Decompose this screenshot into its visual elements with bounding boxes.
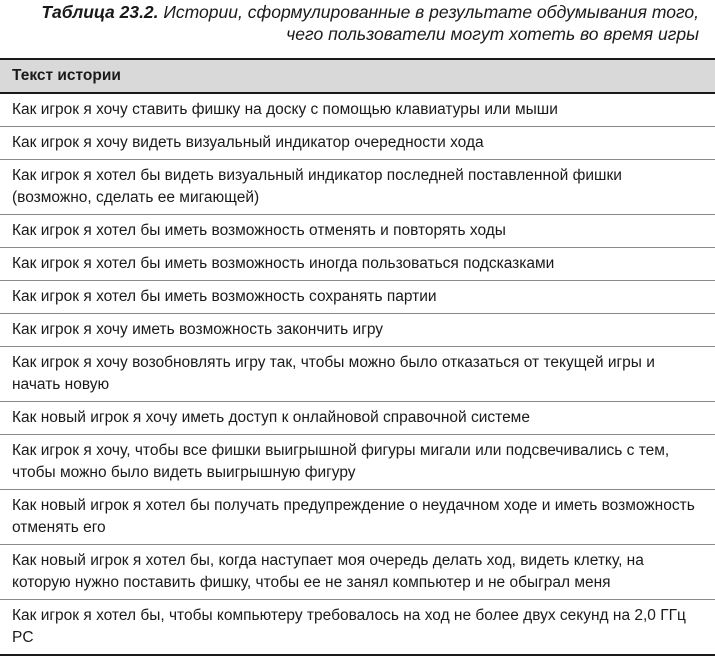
story-text-cell: Как игрок я хочу видеть визуальный индикатор очередности хода [0, 127, 715, 160]
table-row [0, 435, 715, 490]
story-text-cell: Как игрок я хотел бы видеть визуальный индикатор последней поставленной фишки (возможно, сделать ее мигающей) [0, 160, 715, 215]
table-row [0, 93, 715, 127]
table-body [0, 93, 715, 655]
table-row [0, 127, 715, 160]
story-text-cell: Как новый игрок я хочу иметь доступ к онлайновой справочной системе [0, 402, 715, 435]
story-text-cell: Как игрок я хочу возобновлять игру так, чтобы можно было отказаться от текущей игры и начать новую [0, 347, 715, 402]
table-caption [0, 0, 715, 45]
table-row [0, 600, 715, 656]
table-row [0, 248, 715, 281]
story-text-cell: Как игрок я хотел бы, чтобы компьютеру требовалось на ход не более двух секунд на 2,0 ГГц PC [0, 600, 715, 656]
caption-text-line-1: Истории, сформулированные в результате обдумывания того, [163, 2, 699, 22]
table-header-row [0, 59, 715, 93]
caption-label: Таблица 23.2. [41, 2, 159, 22]
table-row [0, 281, 715, 314]
caption-line-1 [0, 1, 699, 23]
table-row [0, 215, 715, 248]
table-row [0, 402, 715, 435]
caption-text-line-2: чего пользователи могут хотеть во время игры [286, 24, 699, 44]
table-row [0, 545, 715, 600]
story-text-cell: Как игрок я хотел бы иметь возможность сохранять партии [0, 281, 715, 314]
story-text-cell: Как игрок я хотел бы иметь возможность отменять и повторять ходы [0, 215, 715, 248]
story-text-cell: Как игрок я хочу иметь возможность закончить игру [0, 314, 715, 347]
table-row [0, 347, 715, 402]
story-text-cell: Как новый игрок я хотел бы, когда наступает моя очередь делать ход, видеть клетку, на которую нужно поставить фишку, чтобы ее не занял компьютер и не обыграл меня [0, 545, 715, 600]
table-row [0, 490, 715, 545]
table-row [0, 314, 715, 347]
story-text-cell: Как новый игрок я хотел бы получать предупреждение о неудачном ходе и иметь возможность отменять его [0, 490, 715, 545]
story-text-cell: Как игрок я хотел бы иметь возможность иногда пользоваться подсказками [0, 248, 715, 281]
stories-table [0, 58, 715, 656]
story-text-cell: Как игрок я хочу ставить фишку на доску с помощью клавиатуры или мыши [0, 93, 715, 127]
table-row [0, 160, 715, 215]
story-text-cell: Как игрок я хочу, чтобы все фишки выигрышной фигуры мигали или подсвечивались с тем, чтобы можно было видеть выигрышную фигуру [0, 435, 715, 490]
column-header-story-text: Текст истории [0, 59, 715, 93]
